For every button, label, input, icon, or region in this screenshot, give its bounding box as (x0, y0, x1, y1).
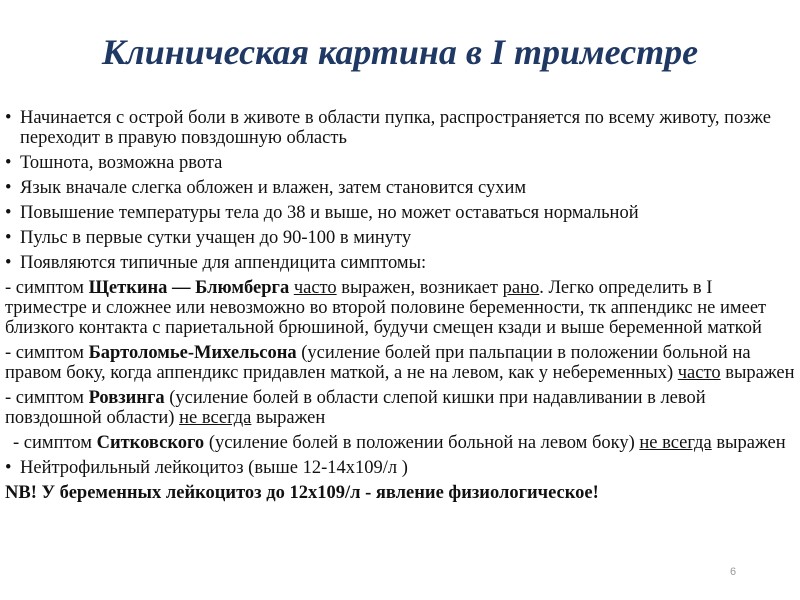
bullet-text: Пульс в первые сутки учащен до 90-100 в минуту (20, 228, 412, 248)
symptom-rovzing (5, 388, 795, 428)
symptom-text: (усиление болей в области слепой кишки при надавливании в левой повздошной области) (5, 388, 706, 428)
bullet-icon: • (5, 178, 12, 198)
list-item (5, 203, 795, 223)
list-item (5, 153, 795, 173)
nb-note: NB! У беременных лейкоцитоз до 12х109/л - явление физиологическое! (5, 483, 599, 503)
symptom-text: выражен, возникает (336, 278, 503, 298)
symptom-frequency: не всегда (179, 408, 252, 428)
symptom-prefix: - симптом (5, 278, 89, 298)
symptom-prefix: - симптом (5, 343, 89, 363)
list-item (5, 458, 795, 478)
bullet-icon: • (5, 228, 12, 248)
list-item (5, 178, 795, 198)
slide-body (5, 108, 795, 508)
symptom-frequency: часто (677, 363, 721, 383)
bullet-text: Язык вначале слегка обложен и влажен, затем становится сухим (20, 178, 527, 198)
symptom-text: выражен (251, 408, 326, 428)
slide-title: Клиническая картина в I триместре (101, 32, 699, 72)
bullet-text: Нейтрофильный лейкоцитоз (выше 12-14х109/л ) (20, 458, 408, 478)
symptom-frequency: не всегда (639, 433, 712, 453)
symptom-name: Щеткина — Блюмберга (88, 278, 290, 298)
bullet-icon: • (5, 108, 12, 128)
symptom-onset: рано (502, 278, 540, 298)
symptom-text: выражен (720, 363, 795, 383)
bullet-text: Повышение температуры тела до 38 и выше, но может оставаться нормальной (20, 203, 639, 223)
bullet-icon: • (5, 153, 12, 173)
list-item (5, 253, 795, 273)
list-item (5, 228, 795, 248)
bullet-icon: • (5, 203, 12, 223)
symptom-frequency: часто (293, 278, 337, 298)
symptom-prefix: - симптом (5, 388, 89, 408)
page-number: 6 (730, 566, 737, 578)
bullet-text: Тошнота, возможна рвота (20, 153, 223, 173)
bullet-icon: • (5, 458, 12, 478)
symptom-shchetkin (5, 278, 795, 338)
symptom-text: . Легко определить в I триместре и сложнее или невозможно во второй половине беременности, тк аппендикс не имеет близкого контакта с париетальной брюшиной, будучи смещен кзади и выше беременной маткой (5, 278, 767, 338)
symptom-name: Ровзинга (88, 388, 165, 408)
list-item (5, 108, 795, 148)
symptom-name: Бартоломье-Михельсона (88, 343, 297, 363)
symptom-name: Ситковского (96, 433, 205, 453)
symptom-bartolomier (5, 343, 795, 383)
symptom-sitkovsky (5, 433, 795, 453)
symptom-text: (усиление болей при пальпации в положении больной на правом боку, когда аппендикс придавлен маткой, а не на левом, как у небеременных) (5, 343, 751, 383)
bullet-icon: • (5, 253, 12, 273)
bullet-text: Начинается с острой боли в животе в области пупка, распространяется по всему животу, позже переходит в правую повздошную область (20, 108, 771, 148)
symptom-text: выражен (711, 433, 786, 453)
symptom-text: (усиление болей в положении больной на левом боку) (204, 433, 640, 453)
symptom-prefix: - симптом (13, 433, 97, 453)
bullet-text: Появляются типичные для аппендицита симптомы: (20, 253, 427, 273)
